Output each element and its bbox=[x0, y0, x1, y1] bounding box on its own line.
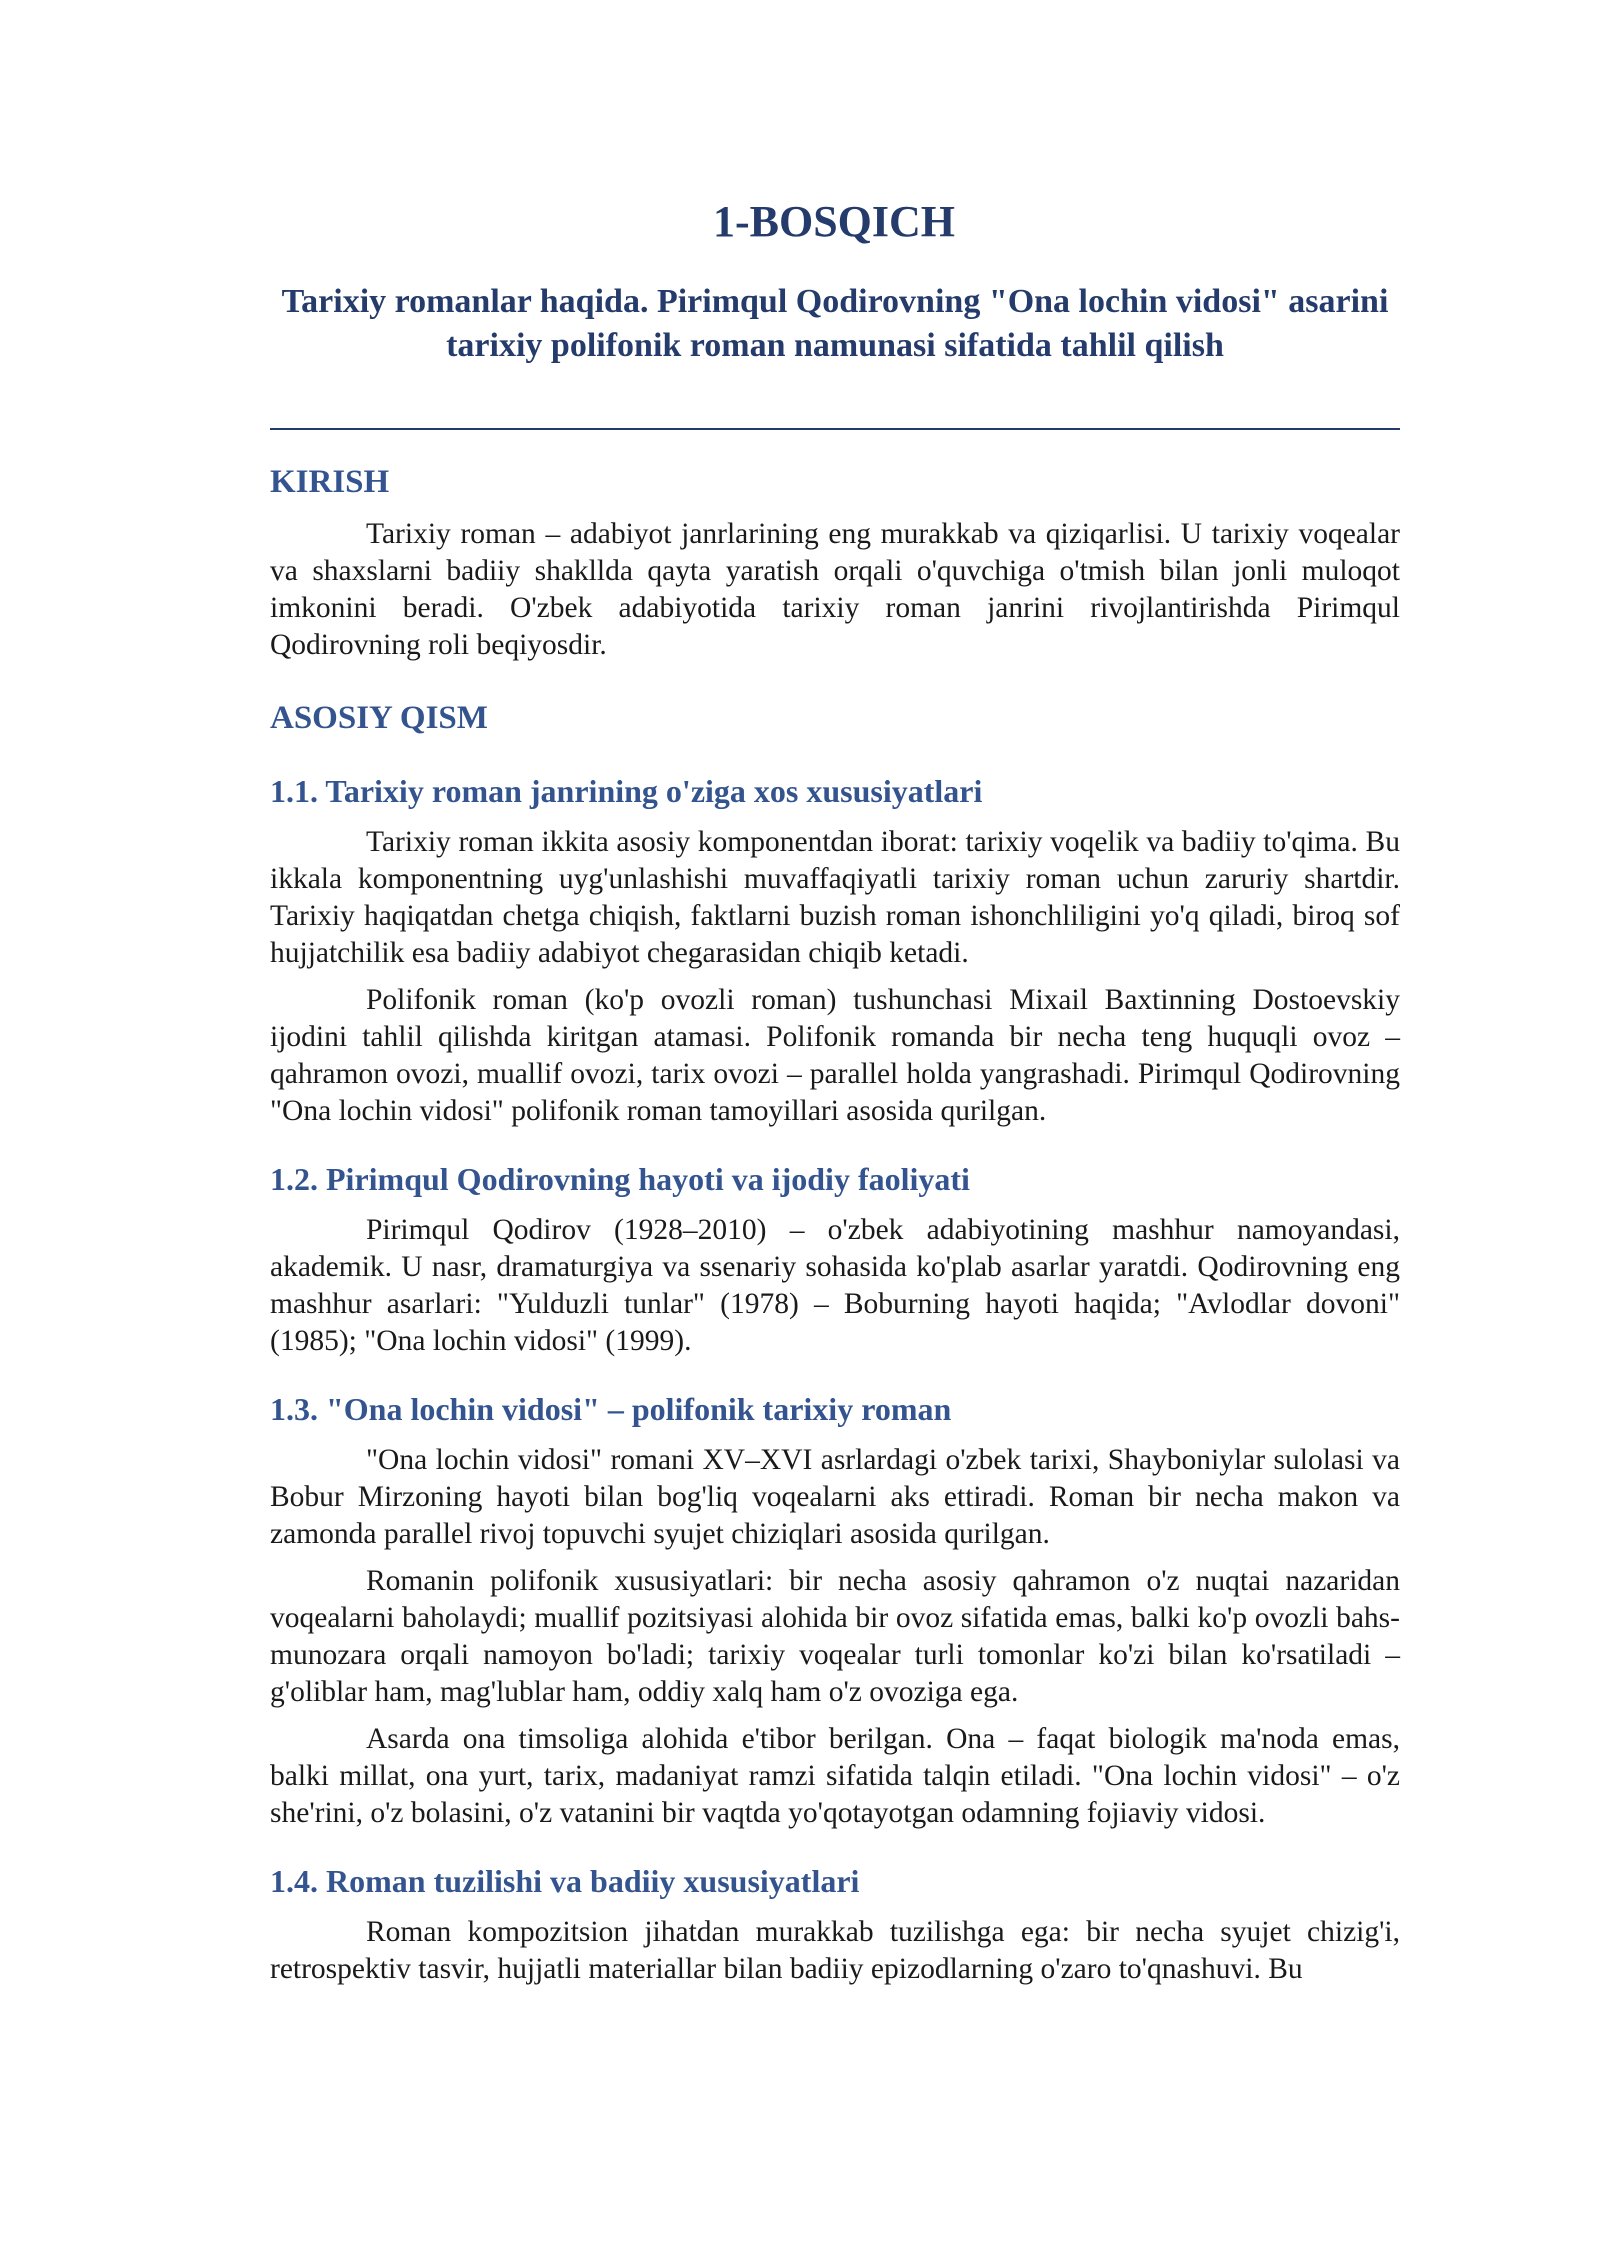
subsection-heading-1-1: 1.1. Tarixiy roman janrining o'ziga xos xususiyatlari bbox=[270, 773, 983, 809]
paragraph: Asarda ona timsoliga alohida e'tibor berilgan. Ona – faqat biologik ma'noda emas, balki millat, ona yurt, tarix, madaniyat ramzi sifatida talqin etiladi. "Ona lochin vidosi" – o'z she'rini, o'z bolasini, o'z vatanini bir vaqtda yo'qotayotgan odamning fojiaviy vidosi. bbox=[270, 1723, 1400, 1829]
section-heading-kirish: KIRISH bbox=[270, 464, 390, 500]
paragraph: Roman kompozitsion jihatdan murakkab tuzilishga ega: bir necha syujet chizig'i, retrospektiv tasvir, hujjatli materiallar bilan badiiy epizodlarning o'zaro to'qnashuvi. Bu bbox=[270, 1916, 1400, 1985]
subsection-heading-1-4: 1.4. Roman tuzilishi va badiiy xususiyatlari bbox=[270, 1863, 860, 1899]
document-body bbox=[270, 458, 1400, 1998]
paragraph: Tarixiy roman ikkita asosiy komponentdan iborat: tarixiy voqelik va badiiy to'qima. Bu ikkala komponentning uyg'unlashishi muvaffaqiyatli tarixiy roman uchun zaruriy shartdir. Tarixiy haqiqatdan chetga chiqish, faktlarni buzish roman ishonchliligini yo'q qiladi, biroq sof hujjatchilik esa badiiy adabiyot chegarasidan chiqib ketadi. bbox=[270, 826, 1400, 969]
page-subtitle: Tarixiy romanlar haqida. Pirimqul Qodirovning "Ona lochin vidosi" asarini tarixiy polifonik roman namunasi sifatida tahlil qilish bbox=[281, 283, 1389, 364]
subsection-heading-1-2: 1.2. Pirimqul Qodirovning hayoti va ijodiy faoliyati bbox=[270, 1161, 970, 1197]
paragraph: Romanin polifonik xususiyatlari: bir necha asosiy qahramon o'z nuqtai nazaridan voqealarni baholaydi; muallif pozitsiyasi alohida bir ovoz sifatida emas, balki ko'p ovozli bahs-munozara orqali namoyon bo'ladi; tarixiy voqealar turli tomonlar ko'zi bilan ko'rsatiladi – g'oliblar ham, mag'lublar ham, oddiy xalq ham o'z ovoziga ega. bbox=[270, 1565, 1400, 1708]
paragraph: "Ona lochin vidosi" romani XV–XVI asrlardagi o'zbek tarixi, Shayboniylar sulolasi va Bobur Mirzoning hayoti bilan bog'liq voqealarni aks ettiradi. Roman bir necha makon va zamonda parallel rivoj topuvchi syujet chiziqlari asosida qurilgan. bbox=[270, 1444, 1400, 1550]
paragraph: Polifonik roman (ko'p ovozli roman) tushunchasi Mixail Baxtinning Dostoevskiy ijodini tahlil qilishda kiritgan atamasi. Polifonik romanda bir necha teng huquqli ovoz – qahramon ovozi, muallif ovozi, tarix ovozi – parallel holda yangrashadi. Pirimqul Qodirovning "Ona lochin vidosi" polifonik roman tamoyillari asosida qurilgan. bbox=[270, 984, 1400, 1127]
paragraph: Tarixiy roman – adabiyot janrlarining eng murakkab va qiziqarlisi. U tarixiy voqealar va shaxslarni badiiy shakllda qayta yaratish orqali o'quvchiga o'tmish bilan jonli muloqot imkonini beradi. O'zbek adabiyotida tarixiy roman janrini rivojlantirishda Pirimqul Qodirovning roli beqiyosdir. bbox=[270, 518, 1400, 661]
title-divider bbox=[270, 428, 1400, 430]
page-title: 1-BOSQICH bbox=[712, 197, 956, 246]
subsection-heading-1-3: 1.3. "Ona lochin vidosi" – polifonik tarixiy roman bbox=[270, 1391, 952, 1427]
section-heading-asosiy-qism: ASOSIY QISM bbox=[270, 700, 488, 736]
paragraph: Pirimqul Qodirov (1928–2010) – o'zbek adabiyotining mashhur namoyandasi, akademik. U nasr, dramaturgiya va ssenariy sohasida ko'plab asarlar yaratdi. Qodirovning eng mashhur asarlari: "Yulduzli tunlar" (1978) – Boburning hayoti haqida; "Avlodlar dovoni" (1985); "Ona lochin vidosi" (1999). bbox=[270, 1214, 1400, 1357]
